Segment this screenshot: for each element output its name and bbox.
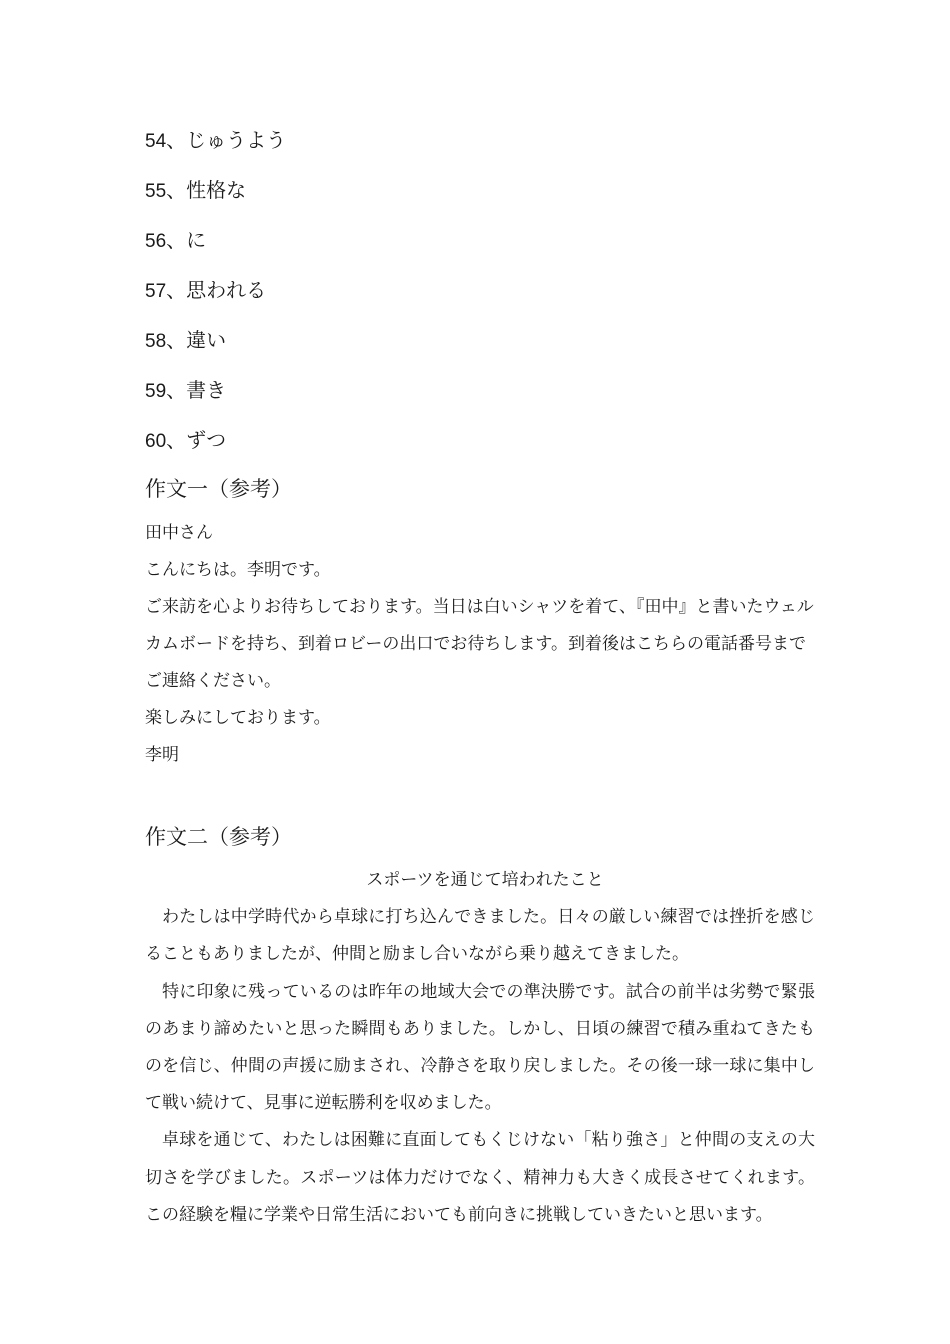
answer-item <box>145 370 805 420</box>
answer-text: 性格な <box>186 178 247 202</box>
answer-text: 違い <box>186 328 227 352</box>
answer-item <box>145 320 805 370</box>
answer-number: 60 <box>145 431 167 452</box>
letter-body: ご来訪を心よりお待ちしております。当日は白いシャツを着て、『田中』と書いたウェルカムボードを持ち、到着ロビーの出口でお待ちします。到着後はこちらの電話番号までご連絡ください。 <box>145 597 814 691</box>
composition-1-letter <box>145 515 815 774</box>
answer-text: に <box>186 228 207 252</box>
answer-separator: 、 <box>166 278 187 302</box>
answer-item <box>145 420 805 470</box>
answer-text: 思われる <box>186 278 267 302</box>
answer-text: じゅうよう <box>186 128 287 152</box>
answer-item <box>145 170 805 220</box>
answer-separator: 、 <box>166 428 187 452</box>
letter-signature: 李明 <box>145 745 179 765</box>
answer-separator: 、 <box>166 228 187 252</box>
composition-1-heading: 作文一（参考） <box>145 477 292 501</box>
answer-separator: 、 <box>166 378 187 402</box>
essay-title: スポーツを通じて培われたこと <box>366 870 604 890</box>
letter-greeting: こんにちは。李明です。 <box>145 560 331 580</box>
answer-number: 54 <box>145 131 167 152</box>
answer-separator: 、 <box>166 178 187 202</box>
answer-number: 57 <box>145 281 167 302</box>
answer-number: 59 <box>145 381 167 402</box>
answer-item <box>145 220 805 270</box>
essay-paragraph: わたしは中学時代から卓球に打ち込んできました。日々の厳しい練習では挫折を感じることもありましたが、仲間と励まし合いながら乗り越えてきました。 <box>145 907 815 965</box>
answer-list <box>145 120 805 470</box>
essay-paragraph: 卓球を通じて、わたしは困難に直面してもくじけない「粘り強さ」と仲間の支えの大切さを学びました。スポーツは体力だけでなく、精神力も大きく成長させてくれます。この経験を糧に学業や日常生活においても前向きに挑戦していきたいと思います。 <box>145 1130 815 1225</box>
answer-text: ずつ <box>186 428 227 452</box>
composition-2-heading: 作文二（参考） <box>145 825 292 849</box>
answer-number: 55 <box>145 181 167 202</box>
essay-paragraph: 特に印象に残っているのは昨年の地域大会での準決勝です。試合の前半は劣勢で緊張のあまり諦めたいと思った瞬間もありました。しかし、日頃の練習で積み重ねてきたものを信じ、仲間の声援に励まされ、冷静さを取り戻しました。その後一球一球に集中して戦い続けて、見事に逆転勝利を収めました。 <box>145 981 815 1114</box>
answer-number: 58 <box>145 331 167 352</box>
composition-2-essay <box>145 862 815 1234</box>
answer-text: 書き <box>186 378 227 402</box>
answer-item <box>145 270 805 320</box>
answer-item <box>145 120 805 170</box>
answer-separator: 、 <box>166 328 187 352</box>
letter-addressee: 田中さん <box>145 523 213 543</box>
letter-closing: 楽しみにしております。 <box>145 708 331 728</box>
answer-separator: 、 <box>166 128 187 152</box>
answer-number: 56 <box>145 231 167 252</box>
